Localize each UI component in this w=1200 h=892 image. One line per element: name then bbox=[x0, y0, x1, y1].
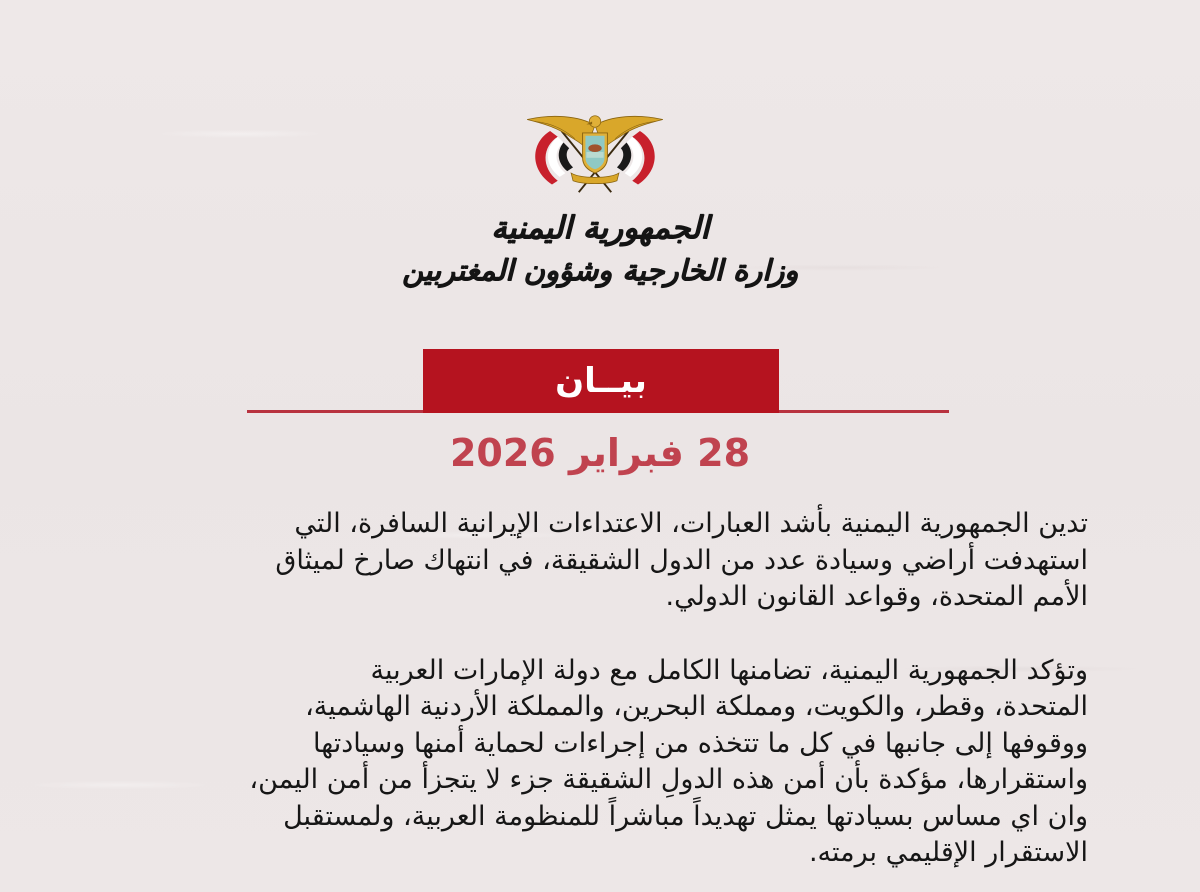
text-line: وان اي مساس بسيادتها يمثل تهديداً مباشراً للمنظومة العربية، ولمستقبل bbox=[283, 800, 1088, 832]
paragraph-solidarity bbox=[108, 653, 1088, 872]
yemen-coat-of-arms-eagle-icon bbox=[522, 110, 668, 196]
text-line: ووقوفها إلى جانبها في كل ما تتخذه من إجراءات لحماية أمنها وسيادتها bbox=[313, 727, 1088, 759]
country-name: الجمهورية اليمنية bbox=[491, 210, 709, 246]
text-line: وتؤكد الجمهورية اليمنية، تضامنها الكامل مع دولة الإمارات العربية bbox=[370, 654, 1088, 686]
text-line: الأمم المتحدة، وقواعد القانون الدولي. bbox=[665, 581, 1088, 612]
text-line: استهدفت أراضي وسيادة عدد من الدول الشقيقة، في انتهاك صارخ لميثاق bbox=[275, 544, 1088, 576]
text-line: تدين الجمهورية اليمنية بأشد العبارات، الاعتداءات الإيرانية السافرة، التي bbox=[294, 508, 1088, 539]
text-line: المتحدة، وقطر، والكويت، ومملكة البحرين، والمملكة الأردنية الهاشمية، bbox=[305, 691, 1088, 722]
text-line: الاستقرار الإقليمي برمته. bbox=[808, 837, 1088, 868]
statement-date: 28 فبراير 2026 bbox=[449, 431, 751, 475]
letterhead bbox=[380, 208, 820, 292]
statement-banner bbox=[423, 349, 779, 413]
statement-title: بيــان bbox=[555, 361, 647, 401]
text-line: واستقرارها، مؤكدة بأن أمن هذه الدولِ الشقيقة جزء لا يتجزأ من أمن اليمن، bbox=[249, 764, 1088, 795]
paragraph-condemnation bbox=[108, 506, 1088, 616]
statement-body bbox=[108, 506, 1088, 872]
ministry-name: وزارة الخارجية وشؤون المغتربين bbox=[401, 253, 799, 287]
